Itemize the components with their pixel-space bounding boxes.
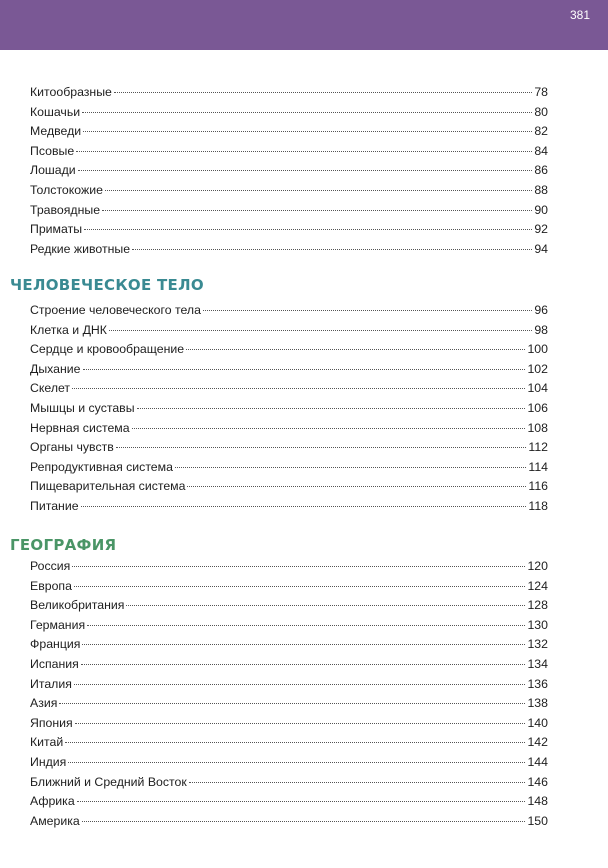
toc-entry[interactable] <box>30 734 548 750</box>
toc-entry-title: Репродуктивная система <box>30 459 173 474</box>
toc-entry-page: 92 <box>534 222 548 237</box>
toc-entry-page: 136 <box>527 676 548 691</box>
dot-leader <box>83 131 532 132</box>
toc-entry[interactable] <box>30 597 548 613</box>
dot-leader <box>116 447 527 448</box>
toc-entry-page: 96 <box>534 303 548 317</box>
toc-entry[interactable] <box>30 715 548 731</box>
toc-entry-page: 150 <box>527 813 548 828</box>
toc-entry[interactable] <box>30 695 548 711</box>
toc-entry-title: Китообразные <box>30 85 112 99</box>
toc-entry-title: Япония <box>30 715 73 730</box>
dot-leader <box>65 742 525 743</box>
toc-entry-title: Испания <box>30 657 79 671</box>
toc-entry[interactable] <box>30 322 548 338</box>
dot-leader <box>78 170 533 171</box>
dot-leader <box>77 801 526 802</box>
toc-entry-page: 134 <box>527 657 548 671</box>
toc-entry[interactable] <box>30 143 548 159</box>
toc-entry[interactable] <box>30 774 548 790</box>
toc-entry-page: 142 <box>527 735 548 750</box>
dot-leader <box>83 369 526 370</box>
toc-entry-page: 98 <box>534 322 548 337</box>
dot-leader <box>87 625 525 626</box>
toc-entry-title: Ближний и Средний Восток <box>30 774 187 789</box>
toc-entry-page: 130 <box>527 617 548 632</box>
dot-leader <box>59 703 525 704</box>
toc-entry[interactable] <box>30 439 548 455</box>
dot-leader <box>72 566 525 567</box>
toc-entry-title: Питание <box>30 499 79 513</box>
toc-entry-page: 88 <box>534 183 548 197</box>
toc-entry[interactable] <box>30 793 548 809</box>
dot-leader <box>114 92 532 93</box>
toc-entry[interactable] <box>30 84 548 100</box>
section-heading: ЧЕЛОВЕЧЕСКОЕ ТЕЛО <box>10 276 204 294</box>
toc-entry[interactable] <box>30 478 548 494</box>
dot-leader <box>76 151 532 152</box>
toc-entry-page: 146 <box>527 774 548 789</box>
toc-entry[interactable] <box>30 754 548 770</box>
toc-entry-title: Пищеварительная система <box>30 479 186 494</box>
toc-entry-title: Африка <box>30 794 75 809</box>
dot-leader <box>132 249 532 250</box>
toc-entry-page: 102 <box>527 361 548 376</box>
toc-entry[interactable] <box>30 400 548 416</box>
toc-entry[interactable] <box>30 221 548 237</box>
dot-leader <box>137 408 526 409</box>
toc-entry[interactable] <box>30 617 548 633</box>
toc-entry[interactable] <box>30 498 548 514</box>
toc-entry-title: Псовые <box>30 143 75 158</box>
page-number: 381 <box>569 8 590 22</box>
toc-entry-page: 138 <box>527 696 548 711</box>
dot-leader <box>102 210 532 211</box>
toc-entry-page: 120 <box>527 559 548 573</box>
dot-leader <box>186 349 525 350</box>
dot-leader <box>68 762 525 763</box>
toc-entry[interactable] <box>30 104 548 120</box>
toc-entry-title: Италия <box>30 676 72 691</box>
dot-leader <box>81 506 527 507</box>
toc-entry-title: Нервная система <box>30 420 130 435</box>
toc-entry-title: Строение человеческого тела <box>30 303 201 317</box>
toc-entry-page: 144 <box>527 755 548 769</box>
toc-entry[interactable] <box>30 420 548 436</box>
toc-entry[interactable] <box>30 241 548 257</box>
toc-entry-page: 128 <box>527 598 548 613</box>
toc-entry-title: Германия <box>30 617 86 632</box>
toc-entry-page: 80 <box>534 104 548 119</box>
dot-leader <box>72 388 525 389</box>
toc-entry[interactable] <box>30 636 548 652</box>
toc-entry-page: 82 <box>534 124 548 139</box>
toc-entry[interactable] <box>30 656 548 672</box>
toc-entry-title: Индия <box>30 755 67 769</box>
toc-entry-title: Китай <box>30 735 64 750</box>
dot-leader <box>187 486 526 487</box>
toc-entry-title: Кошачьи <box>30 104 81 119</box>
dot-leader <box>189 782 526 783</box>
toc-entry-title: Органы чувств <box>30 440 114 455</box>
toc-entry-title: Лошади <box>30 163 76 178</box>
toc-entry-page: 90 <box>534 202 548 217</box>
dot-leader <box>82 644 525 645</box>
toc-entry-title: Великобритания <box>30 598 125 613</box>
dot-leader <box>126 605 525 606</box>
toc-entry[interactable] <box>30 162 548 178</box>
toc-entry-page: 132 <box>527 637 548 652</box>
toc-entry-page: 112 <box>528 440 548 455</box>
toc-entry-title: Дыхание <box>30 361 81 376</box>
toc-entry-title: Травоядные <box>30 202 101 217</box>
dot-leader <box>132 428 526 429</box>
toc-entry[interactable] <box>30 341 548 357</box>
toc-entry-title: Скелет <box>30 381 71 396</box>
dot-leader <box>74 586 526 587</box>
toc-entry-page: 114 <box>528 459 548 474</box>
toc-entry-title: Россия <box>30 559 71 573</box>
toc-entry[interactable] <box>30 123 548 139</box>
toc-entry[interactable] <box>30 380 548 396</box>
dot-leader <box>175 467 526 468</box>
toc-entry[interactable] <box>30 813 548 829</box>
toc-entry[interactable] <box>30 676 548 692</box>
toc-entry-page: 116 <box>528 479 548 494</box>
toc-entry-title: Мышцы и суставы <box>30 401 135 415</box>
header-band <box>0 0 608 50</box>
dot-leader <box>84 229 532 230</box>
toc-entry-page: 124 <box>527 578 548 593</box>
dot-leader <box>109 330 532 331</box>
toc-entry-page: 118 <box>528 499 548 513</box>
toc-entry-title: Азия <box>30 696 58 711</box>
toc-entry-title: Толстокожие <box>30 183 103 197</box>
toc-entry-page: 108 <box>527 420 548 435</box>
toc-entry[interactable] <box>30 459 548 475</box>
toc-entry-title: Сердце и кровообращение <box>30 342 185 357</box>
toc-entry-title: Европа <box>30 578 72 593</box>
toc-entry[interactable] <box>30 558 548 574</box>
section-heading: ГЕОГРАФИЯ <box>10 536 117 554</box>
toc-entry-page: 104 <box>527 381 548 396</box>
dot-leader <box>75 723 526 724</box>
dot-leader <box>74 684 526 685</box>
toc-entry-title: Медведи <box>30 124 82 139</box>
toc-entry[interactable] <box>30 578 548 594</box>
dot-leader <box>82 821 526 822</box>
dot-leader <box>203 310 532 311</box>
toc-entry-page: 148 <box>527 794 548 809</box>
toc-entry-title: Америка <box>30 813 80 828</box>
dot-leader <box>105 190 532 191</box>
toc-entry-title: Редкие животные <box>30 241 131 256</box>
toc-entry-page: 106 <box>527 401 548 415</box>
toc-entry-page: 100 <box>527 342 548 357</box>
toc-entry-title: Клетка и ДНК <box>30 322 107 337</box>
toc-entry-page: 78 <box>534 85 548 99</box>
toc-entry-title: Франция <box>30 637 81 652</box>
toc-entry[interactable] <box>30 182 548 198</box>
toc-entry-page: 86 <box>534 163 548 178</box>
toc-entry[interactable] <box>30 302 548 318</box>
toc-entry[interactable] <box>30 202 548 218</box>
toc-entry-page: 94 <box>534 241 548 256</box>
toc-entry-page: 140 <box>527 715 548 730</box>
toc-entry-title: Приматы <box>30 222 83 237</box>
toc-entry-page: 84 <box>534 143 548 158</box>
dot-leader <box>82 112 532 113</box>
toc-entry[interactable] <box>30 361 548 377</box>
dot-leader <box>81 664 526 665</box>
